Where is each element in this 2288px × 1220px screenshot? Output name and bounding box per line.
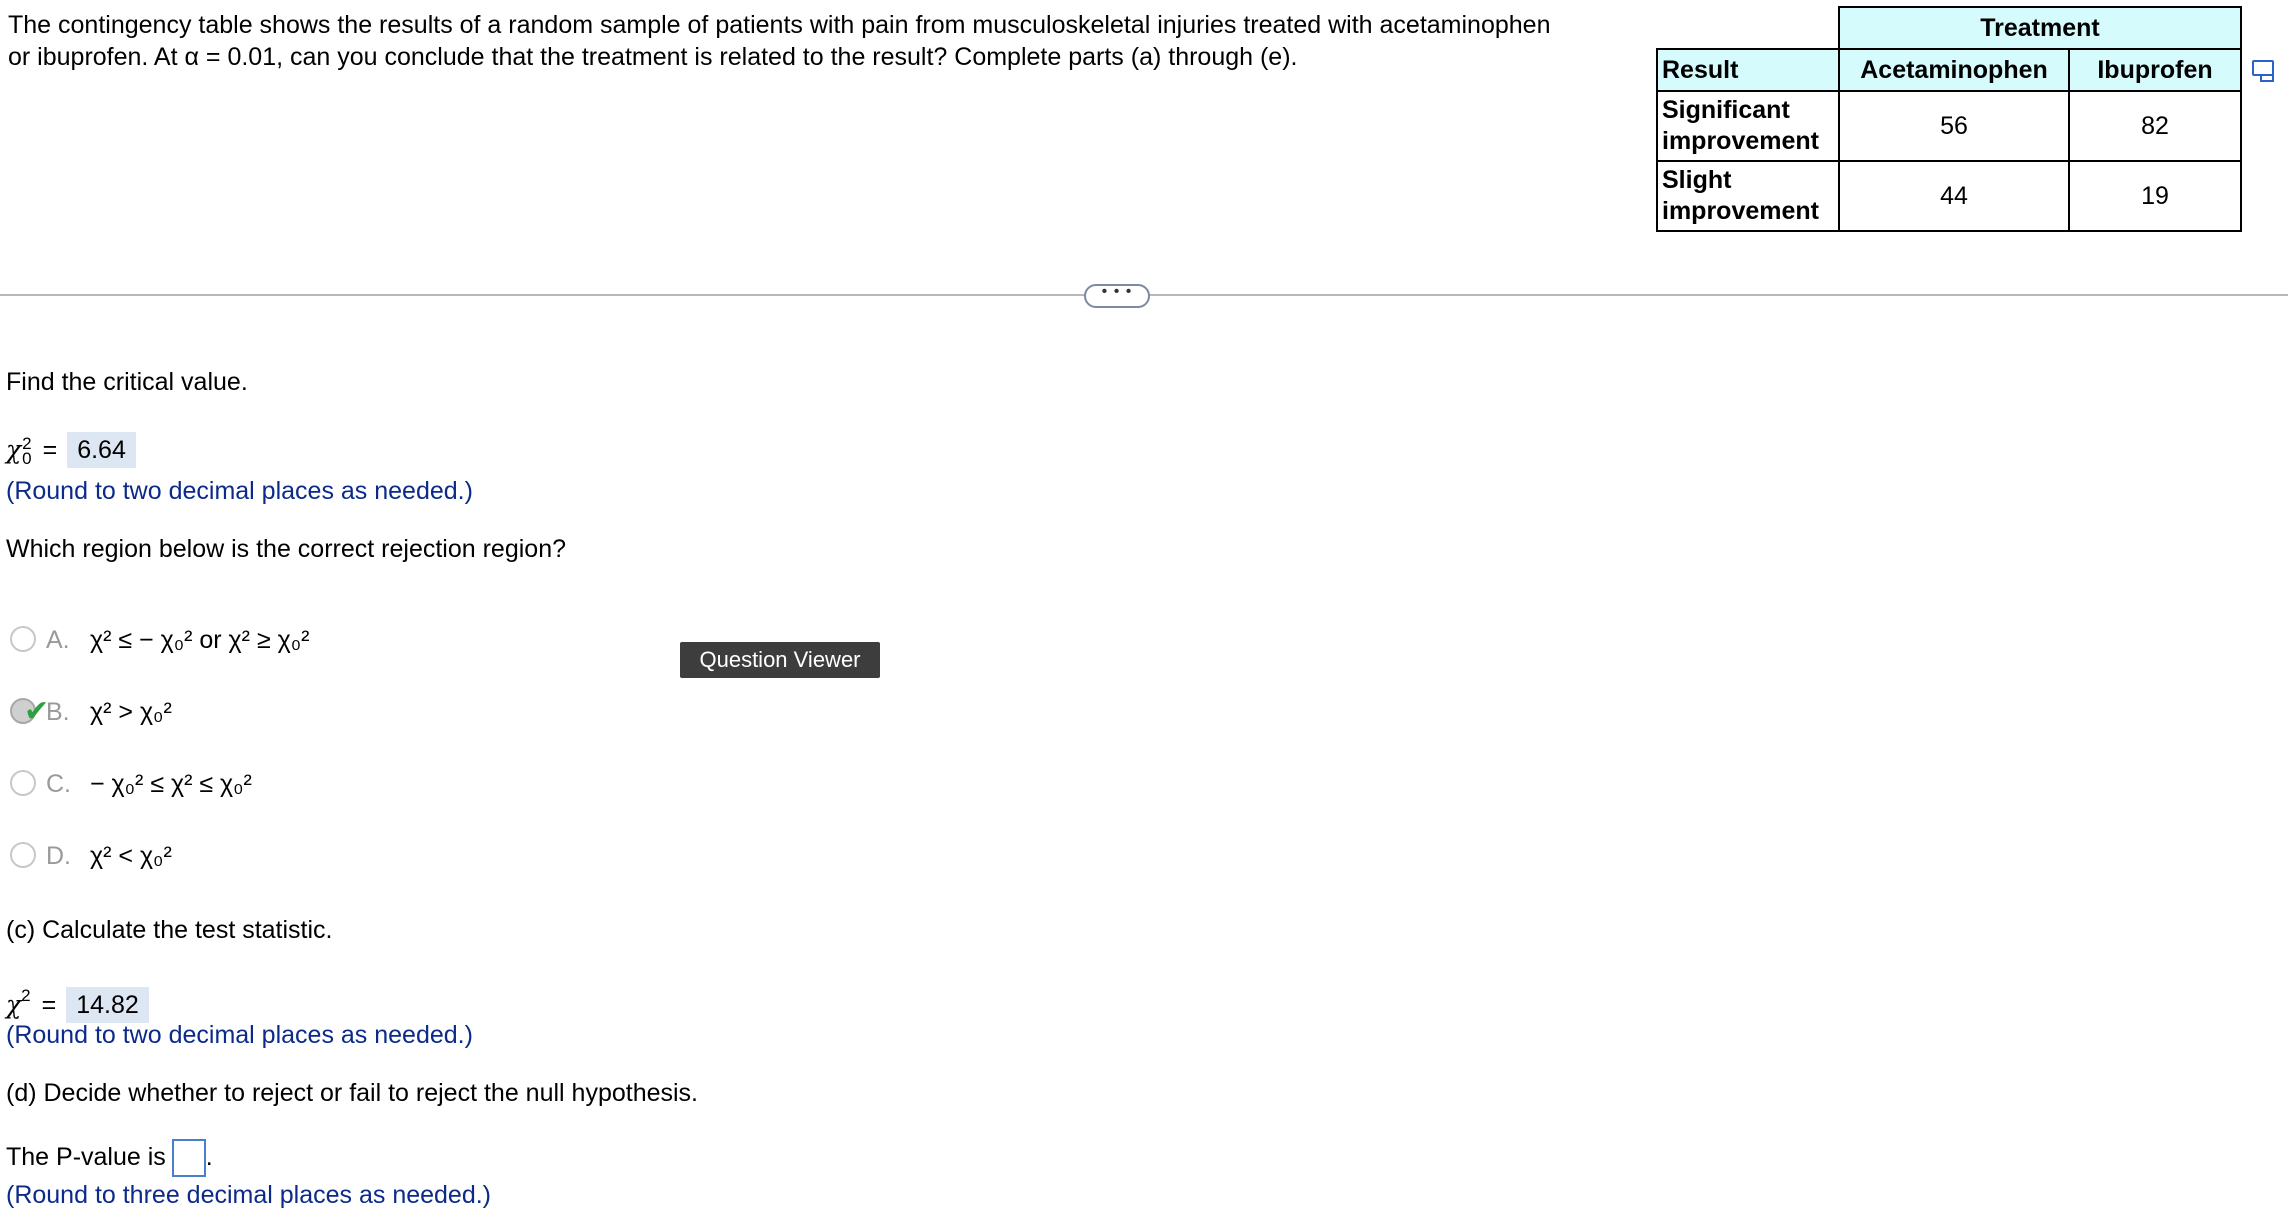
decide-prompt: (d) Decide whether to reject or fail to reject the null hypothesis. (6, 1079, 699, 1107)
popout-icon[interactable] (2252, 60, 2274, 76)
contingency-table (1656, 6, 2242, 232)
option-text: χ² ≤ − χ₀² or χ² ≥ χ₀² (90, 626, 310, 654)
p-value-line: The P-value is . (6, 1138, 213, 1177)
radio-button[interactable] (10, 626, 36, 652)
critical-value-prompt: Find the critical value. (6, 368, 248, 396)
expand-more-button[interactable]: • • • (1084, 284, 1150, 308)
p-value-hint: (Round to three decimal places as needed.) (6, 1181, 492, 1209)
critical-value-hint: (Round to two decimal places as needed.) (6, 477, 473, 505)
row-label: Slight improvement (1657, 161, 1839, 231)
option-d[interactable]: D. χ² < χ₀² (10, 836, 172, 876)
radio-button[interactable] (10, 842, 36, 868)
option-text: − χ₀² ≤ χ² ≤ χ₀² (90, 770, 252, 798)
test-statistic-answer[interactable]: 14.82 (66, 987, 149, 1023)
table-row (1657, 161, 2241, 231)
cell-value: 44 (1839, 161, 2069, 231)
treatment-header: Treatment (1839, 7, 2241, 49)
rejection-region-prompt: Which region below is the correct rejection region? (6, 535, 566, 563)
result-header: Result (1657, 49, 1839, 91)
intro-line-1: The contingency table shows the results of a random sample of patients with pain from musculoskeletal injuries treated with acetaminophen (8, 11, 1551, 39)
row-label: Significant improvement (1657, 91, 1839, 161)
ibuprofen-header: Ibuprofen (2069, 49, 2241, 91)
cell-value: 56 (1839, 91, 2069, 161)
option-b[interactable]: ✔ B. χ² > χ₀² (10, 692, 172, 732)
cell-value: 82 (2069, 91, 2241, 161)
cell-value: 19 (2069, 161, 2241, 231)
test-statistic-hint: (Round to two decimal places as needed.) (6, 1021, 473, 1049)
option-c[interactable]: C. − χ₀² ≤ χ² ≤ χ₀² (10, 764, 252, 804)
question-viewer-tooltip: Question Viewer (680, 642, 880, 678)
option-a[interactable]: A. χ² ≤ − χ₀² or χ² ≥ χ₀² (10, 620, 309, 660)
chi-symbol: χ (6, 435, 22, 464)
option-text: χ² < χ₀² (90, 842, 172, 870)
radio-button[interactable] (10, 770, 36, 796)
question-intro (8, 9, 1628, 73)
test-statistic-prompt: (c) Calculate the test statistic. (6, 916, 333, 944)
option-text: χ² > χ₀² (90, 698, 172, 726)
intro-line-2: or ibuprofen. At α = 0.01, can you conclude that the treatment is related to the result? Complete parts (a) through (e). (8, 43, 1298, 71)
table-row (1657, 91, 2241, 161)
acetaminophen-header: Acetaminophen (1839, 49, 2069, 91)
chi-symbol: χ (6, 990, 22, 1019)
checkmark-icon: ✔ (24, 695, 50, 728)
critical-value-line: χ 2 0 = 6.64 (6, 432, 136, 468)
test-statistic-line: $\chi^2 = 14.82$ (6, 978, 149, 1023)
critical-value-answer[interactable]: 6.64 (67, 432, 136, 468)
p-value-input[interactable] (172, 1139, 206, 1177)
